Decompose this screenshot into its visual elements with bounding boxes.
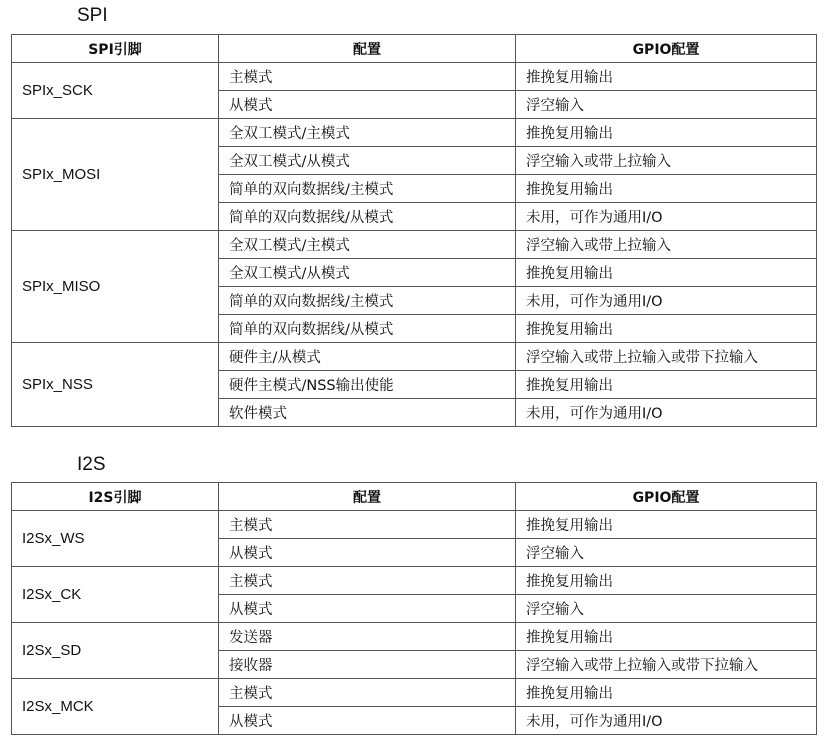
i2s-header-row xyxy=(12,483,817,511)
spi-config-cell: 全双工模式/从模式 xyxy=(219,259,516,287)
spi-gpio-cell: 推挽复用输出 xyxy=(516,259,817,287)
i2s-config-cell: 从模式 xyxy=(219,595,516,623)
spi-gpio-cell: 推挽复用输出 xyxy=(516,119,817,147)
i2s-gpio-cell: 浮空输入 xyxy=(516,539,817,567)
i2s-gpio-cell: 推挽复用输出 xyxy=(516,511,817,539)
spi-table-row xyxy=(12,231,817,259)
i2s-gpio-cell: 推挽复用输出 xyxy=(516,623,817,651)
spi-pin-cell: SPIx_MISO xyxy=(12,231,219,343)
i2s-header-gpio: GPIO配置 xyxy=(516,483,817,511)
i2s-table-row xyxy=(12,679,817,707)
spi-pin-config-table xyxy=(11,34,817,427)
spi-gpio-cell: 浮空输入或带上拉输入 xyxy=(516,231,817,259)
spi-config-cell: 简单的双向数据线/从模式 xyxy=(219,315,516,343)
spi-pin-cell: SPIx_NSS xyxy=(12,343,219,427)
spi-gpio-cell: 推挽复用输出 xyxy=(516,63,817,91)
spi-gpio-cell: 未用，可作为通用I/O xyxy=(516,203,817,231)
i2s-gpio-cell: 浮空输入或带上拉输入或带下拉输入 xyxy=(516,651,817,679)
i2s-config-cell: 主模式 xyxy=(219,567,516,595)
i2s-config-cell: 发送器 xyxy=(219,623,516,651)
i2s-gpio-cell: 推挽复用输出 xyxy=(516,679,817,707)
spi-header-gpio: GPIO配置 xyxy=(516,35,817,63)
i2s-config-cell: 从模式 xyxy=(219,539,516,567)
spi-config-cell: 全双工模式/主模式 xyxy=(219,231,516,259)
spi-header-config: 配置 xyxy=(219,35,516,63)
spi-gpio-cell: 未用，可作为通用I/O xyxy=(516,399,817,427)
spi-gpio-cell: 浮空输入或带上拉输入或带下拉输入 xyxy=(516,343,817,371)
i2s-table-row xyxy=(12,623,817,651)
i2s-pin-cell: I2Sx_WS xyxy=(12,511,219,567)
spi-gpio-cell: 浮空输入或带上拉输入 xyxy=(516,147,817,175)
spi-config-cell: 硬件主模式/NSS输出使能 xyxy=(219,371,516,399)
i2s-table-row xyxy=(12,567,817,595)
i2s-pin-cell: I2Sx_MCK xyxy=(12,679,219,735)
i2s-pin-config-table xyxy=(11,482,817,735)
spi-config-cell: 从模式 xyxy=(219,91,516,119)
spi-table-row xyxy=(12,119,817,147)
spi-config-cell: 全双工模式/从模式 xyxy=(219,147,516,175)
spi-config-cell: 简单的双向数据线/从模式 xyxy=(219,203,516,231)
i2s-pin-cell: I2Sx_SD xyxy=(12,623,219,679)
i2s-table-row xyxy=(12,511,817,539)
spi-config-cell: 简单的双向数据线/主模式 xyxy=(219,287,516,315)
i2s-config-cell: 主模式 xyxy=(219,679,516,707)
spi-config-cell: 软件模式 xyxy=(219,399,516,427)
spi-config-cell: 硬件主/从模式 xyxy=(219,343,516,371)
i2s-config-cell: 接收器 xyxy=(219,651,516,679)
i2s-gpio-cell: 浮空输入 xyxy=(516,595,817,623)
i2s-gpio-cell: 未用，可作为通用I/O xyxy=(516,707,817,735)
i2s-config-cell: 主模式 xyxy=(219,511,516,539)
i2s-gpio-cell: 推挽复用输出 xyxy=(516,567,817,595)
spi-section-title: SPI xyxy=(77,5,108,26)
i2s-config-cell: 从模式 xyxy=(219,707,516,735)
i2s-header-config: 配置 xyxy=(219,483,516,511)
i2s-header-pin: I2S引脚 xyxy=(12,483,219,511)
spi-gpio-cell: 推挽复用输出 xyxy=(516,371,817,399)
spi-table-row xyxy=(12,343,817,371)
spi-config-cell: 全双工模式/主模式 xyxy=(219,119,516,147)
i2s-pin-cell: I2Sx_CK xyxy=(12,567,219,623)
i2s-section-title: I2S xyxy=(77,454,106,475)
spi-pin-cell: SPIx_SCK xyxy=(12,63,219,119)
spi-config-cell: 主模式 xyxy=(219,63,516,91)
spi-header-pin: SPI引脚 xyxy=(12,35,219,63)
spi-config-cell: 简单的双向数据线/主模式 xyxy=(219,175,516,203)
spi-table-row xyxy=(12,63,817,91)
spi-gpio-cell: 未用，可作为通用I/O xyxy=(516,287,817,315)
spi-header-row xyxy=(12,35,817,63)
spi-pin-cell: SPIx_MOSI xyxy=(12,119,219,231)
spi-gpio-cell: 浮空输入 xyxy=(516,91,817,119)
spi-gpio-cell: 推挽复用输出 xyxy=(516,315,817,343)
spi-gpio-cell: 推挽复用输出 xyxy=(516,175,817,203)
